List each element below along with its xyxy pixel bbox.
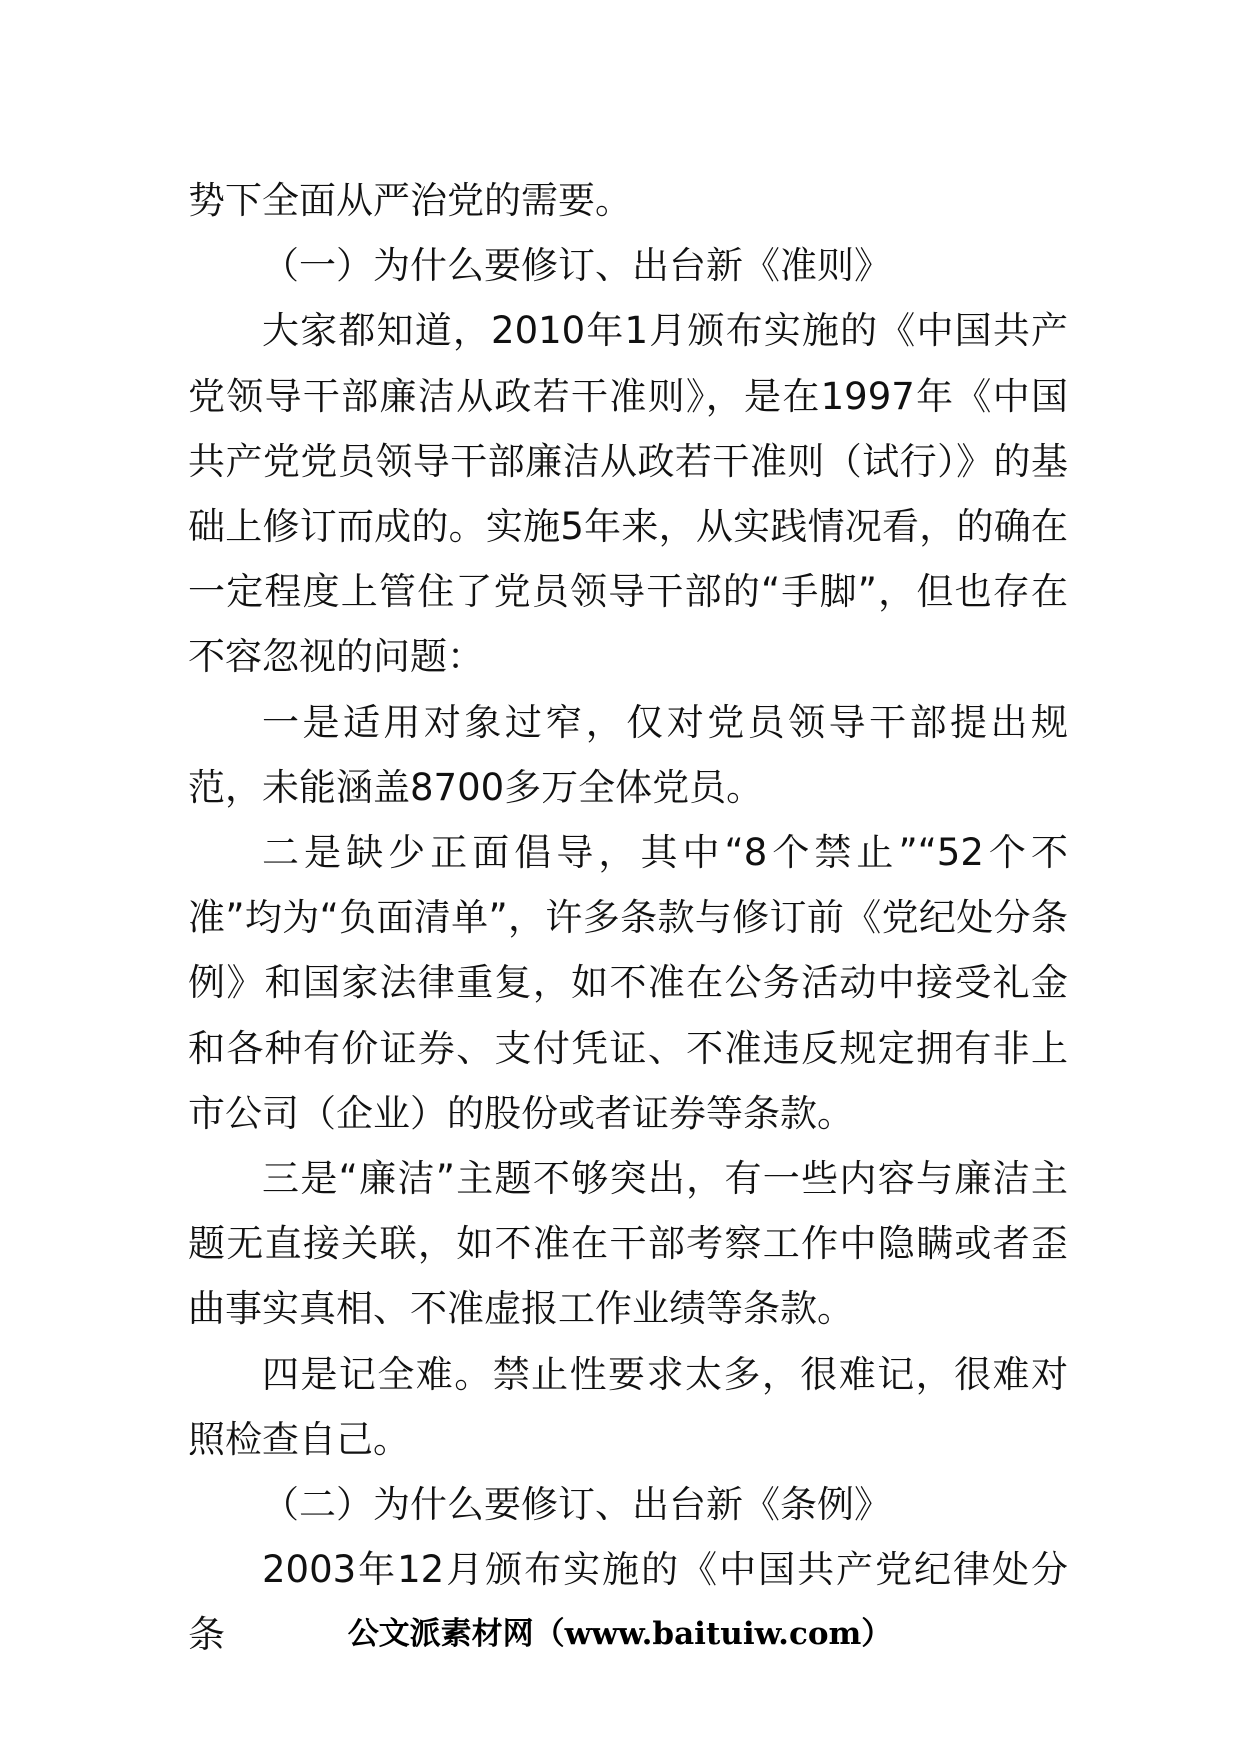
- section-heading-1: （一）为什么要修订、出台新《准则》: [262, 244, 891, 288]
- paragraph: 一是适用对象过窄，仅对党员领导干部提出规范，未能涵盖8700多万全体党员。: [188, 700, 1068, 809]
- page-footer-watermark: 公文派素材网（www.baituiw.com）: [347, 1616, 893, 1652]
- document-body: [188, 168, 1068, 1668]
- paragraph: 二是缺少正面倡导，其中“8个禁止”“52个不准”均为“负面清单”，许多条款与修订前《党纪处分条例》和国家法律重复，如不准在公务活动中接受礼金和各种有价证券、支付凭证、不准违反规定拥有非上市公司（企业）的股份或者证券等条款。: [188, 831, 1068, 1135]
- paragraph: 四是记全难。禁止性要求太多，很难记，很难对照检查自己。: [188, 1352, 1068, 1461]
- section-heading-2: （二）为什么要修订、出台新《条例》: [262, 1483, 891, 1527]
- paragraph-continuation: 势下全面从严治党的需要。: [188, 179, 632, 222]
- paragraph: 大家都知道，2010年1月颁布实施的《中国共产党领导干部廉洁从政若干准则》，是在1997年《中国共产党党员领导干部廉洁从政若干准则（试行）》的基础上修订而成的。实施5年来，从实践情况看，的确在一定程度上管住了党员领导干部的“手脚”，但也存在不容忽视的问题：: [188, 309, 1068, 679]
- paragraph: 三是“廉洁”主题不够突出，有一些内容与廉洁主题无直接关联，如不准在干部考察工作中隐瞒或者歪曲事实真相、不准虚报工作业绩等条款。: [188, 1157, 1068, 1331]
- paragraph: 2003年12月颁布实施的《中国共产党纪律处分条: [188, 1548, 1068, 1657]
